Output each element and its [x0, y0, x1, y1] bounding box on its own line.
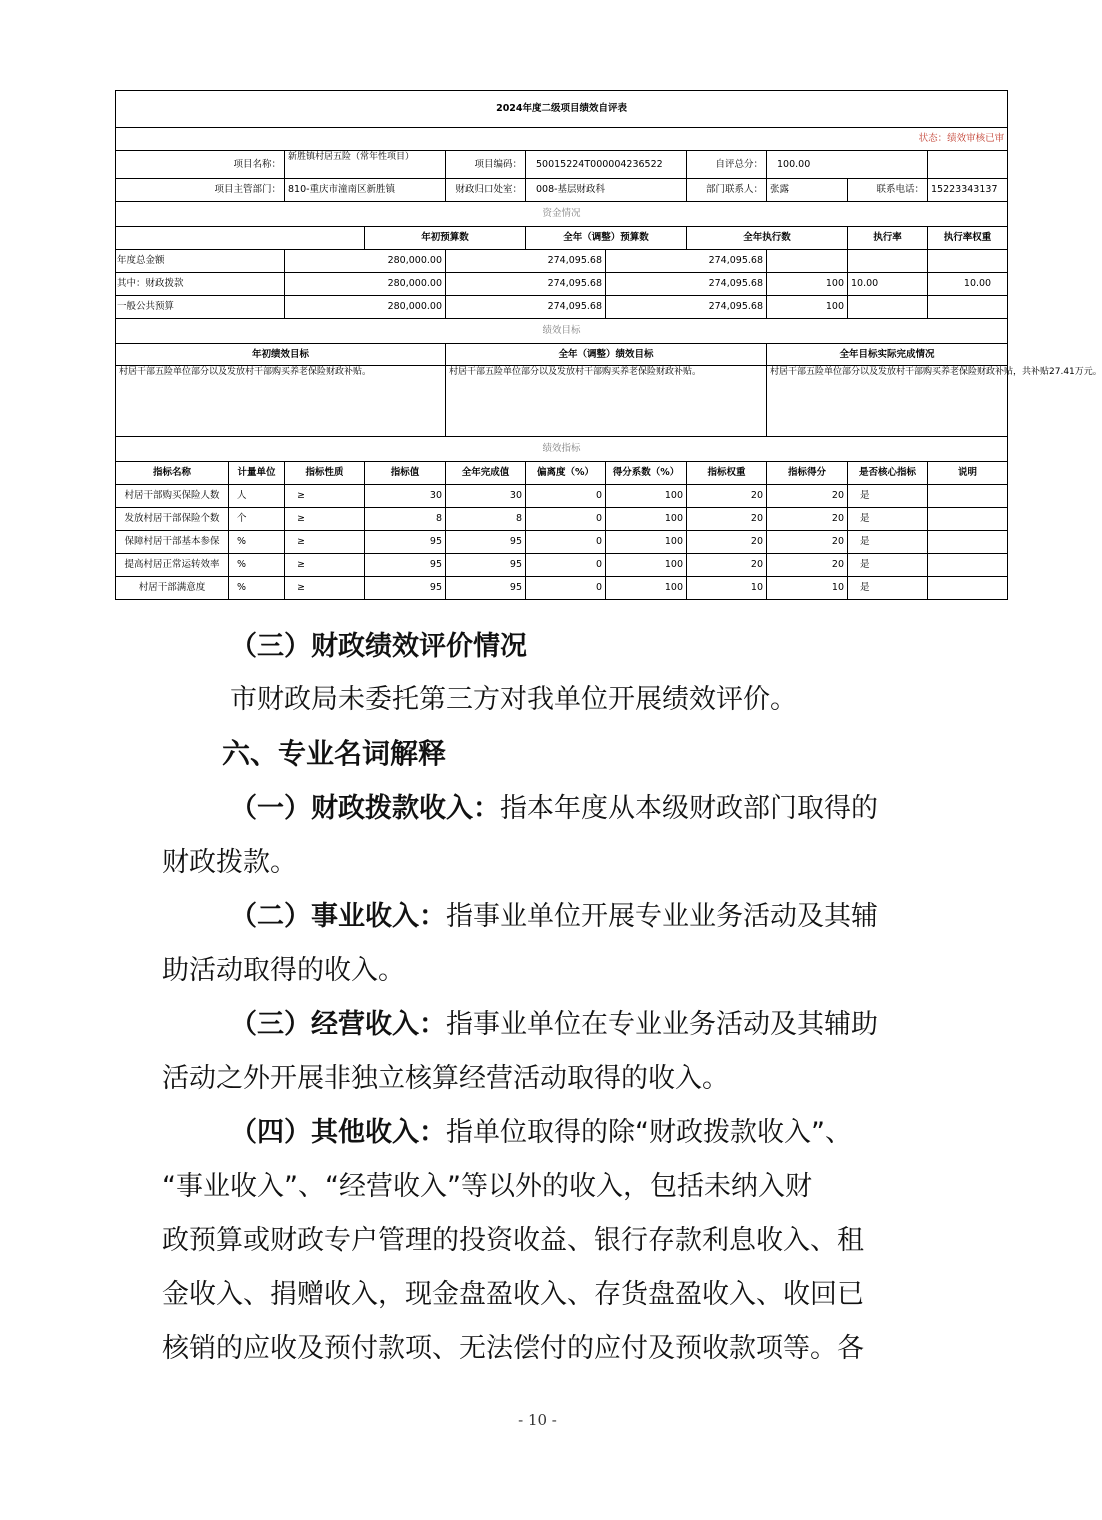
term-4-line4: 金收入、捐赠收入，现金盘盈收入、存货盘盈收入、收回已 [162, 1279, 864, 1310]
project-code-label: 项目编码： [446, 151, 526, 179]
dept-label: 项目主管部门： [116, 179, 285, 202]
term-1-text: 指本年度从本级财政部门取得的 [500, 793, 878, 824]
ind-header: 得分系数（%） [606, 462, 687, 485]
indicator-row: 村居干部购买保险人数 人 ≥ 30 30 0 100 20 20 是 [116, 485, 1008, 508]
term-3-line1 [230, 998, 878, 1052]
indicator-row: 村居干部满意度 % ≥ 95 95 0 100 10 10 是 [116, 577, 1008, 600]
phone-label: 联系电话： [848, 179, 928, 202]
ind-header: 指标名称 [116, 462, 229, 485]
performance-self-evaluation-table [115, 90, 1102, 600]
term-4-line2: “事业收入”、“经营收入”等以外的收入，包括未纳入财 [162, 1171, 812, 1202]
dept-value: 810-重庆市潼南区新胜镇 [285, 179, 446, 202]
indicator-row: 提高村居正常运转效率 % ≥ 95 95 0 100 20 20 是 [116, 554, 1008, 577]
ind-header: 计量单位 [229, 462, 285, 485]
funds-row: 年度总金额 280,000.00 274,095.68 274,095.68 [116, 250, 1008, 273]
funds-header-adjusted: 全年（调整）预算数 [526, 227, 687, 250]
ind-header: 指标得分 [767, 462, 848, 485]
indicators-section-title: 绩效指标 [116, 437, 1008, 462]
ind-header: 指标值 [365, 462, 446, 485]
funds-header-blank [116, 227, 365, 250]
section-6-heading: 六、专业名词解释 [222, 737, 447, 770]
indicator-row: 保障村居干部基本参保 % ≥ 95 95 0 100 20 20 是 [116, 531, 1008, 554]
ind-header: 指标性质 [285, 462, 365, 485]
contact-label: 部门联系人： [687, 179, 767, 202]
term-3-line2: 活动之外开展非独立核算经营活动取得的收入。 [162, 1063, 729, 1094]
finance-value: 008-基层财政科 [526, 179, 687, 202]
term-4-text: 指单位取得的除“财政拨款收入”、 [446, 1117, 852, 1148]
goal-actual-text: 村居干部五险单位部分以及发放村干部购买养老保险财政补贴，共补贴27.41万元。 [767, 366, 1008, 437]
term-2-line1 [230, 890, 878, 944]
term-3-text: 指事业单位在专业业务活动及其辅助 [446, 1009, 878, 1040]
term-1-label: （一）财政拨款收入： [230, 793, 500, 824]
term-4-line3: 政预算或财政专户管理的投资收益、银行存款利息收入、租 [162, 1225, 864, 1256]
term-4-line1 [230, 1106, 852, 1160]
performance-table-container [115, 90, 1102, 600]
ind-header: 偏离度（%） [526, 462, 606, 485]
term-4-label: （四）其他收入： [230, 1117, 446, 1148]
term-1-line1 [230, 782, 878, 836]
goals-header-initial: 年初绩效目标 [116, 344, 446, 366]
term-4-line5: 核销的应收及预付款项、无法偿付的应付及预收款项等。各 [162, 1333, 864, 1364]
term-2-line2: 助活动取得的收入。 [162, 955, 405, 986]
term-1-line2: 财政拨款。 [162, 847, 297, 878]
goals-header-adjusted: 全年（调整）绩效目标 [446, 344, 767, 366]
funds-header-initial: 年初预算数 [365, 227, 526, 250]
ind-header: 全年完成值 [446, 462, 526, 485]
goal-adjusted-text: 村居干部五险单位部分以及发放村干部购买养老保险财政补贴。 [446, 366, 767, 437]
term-3-label: （三）经营收入： [230, 1009, 446, 1040]
funds-section-title: 资金情况 [116, 202, 1008, 227]
table-title: 2024年度二级项目绩效自评表 [116, 91, 1008, 128]
ind-header: 说明 [928, 462, 1008, 485]
indicator-row: 发放村居干部保险个数 个 ≥ 8 8 0 100 20 20 是 [116, 508, 1008, 531]
funds-header-rate: 执行率 [848, 227, 928, 250]
score-label: 自评总分： [687, 151, 767, 179]
score-value: 100.00 [767, 151, 928, 179]
section-3-heading: （三）财政绩效评价情况 [230, 631, 527, 662]
ind-header: 是否核心指标 [848, 462, 928, 485]
finance-label: 财政归口处室： [446, 179, 526, 202]
goals-section-title: 绩效目标 [116, 319, 1008, 344]
project-code-value: 50015224T000004236522 [526, 151, 687, 179]
funds-header-executed: 全年执行数 [687, 227, 848, 250]
project-name-value: 新胜镇村居五险（常年性项目） [285, 151, 446, 179]
status-badge: 状态：绩效审核已审 [116, 128, 1008, 151]
funds-row: 一般公共预算 280,000.00 274,095.68 274,095.68 100 [116, 296, 1008, 319]
score-extra-cell [928, 151, 1008, 179]
contact-value: 张露 [767, 179, 848, 202]
goal-initial-text: 村居干部五险单位部分以及发放村干部购买养老保险财政补贴。 [116, 366, 446, 437]
funds-header-weight: 执行率权重 [928, 227, 1008, 250]
ind-header: 指标权重 [687, 462, 767, 485]
project-name-label: 项目名称： [116, 151, 285, 179]
term-2-text: 指事业单位开展专业业务活动及其辅 [446, 901, 878, 932]
phone-value: 15223343137 [928, 179, 1008, 202]
term-2-label: （二）事业收入： [230, 901, 446, 932]
page-number: - 10 - [518, 1411, 557, 1429]
goals-header-actual: 全年目标实际完成情况 [767, 344, 1008, 366]
section-3-body: 市财政局未委托第三方对我单位开展绩效评价。 [230, 684, 797, 715]
funds-row: 其中：财政拨款 280,000.00 274,095.68 274,095.68 100 10.00 10.00 [116, 273, 1008, 296]
